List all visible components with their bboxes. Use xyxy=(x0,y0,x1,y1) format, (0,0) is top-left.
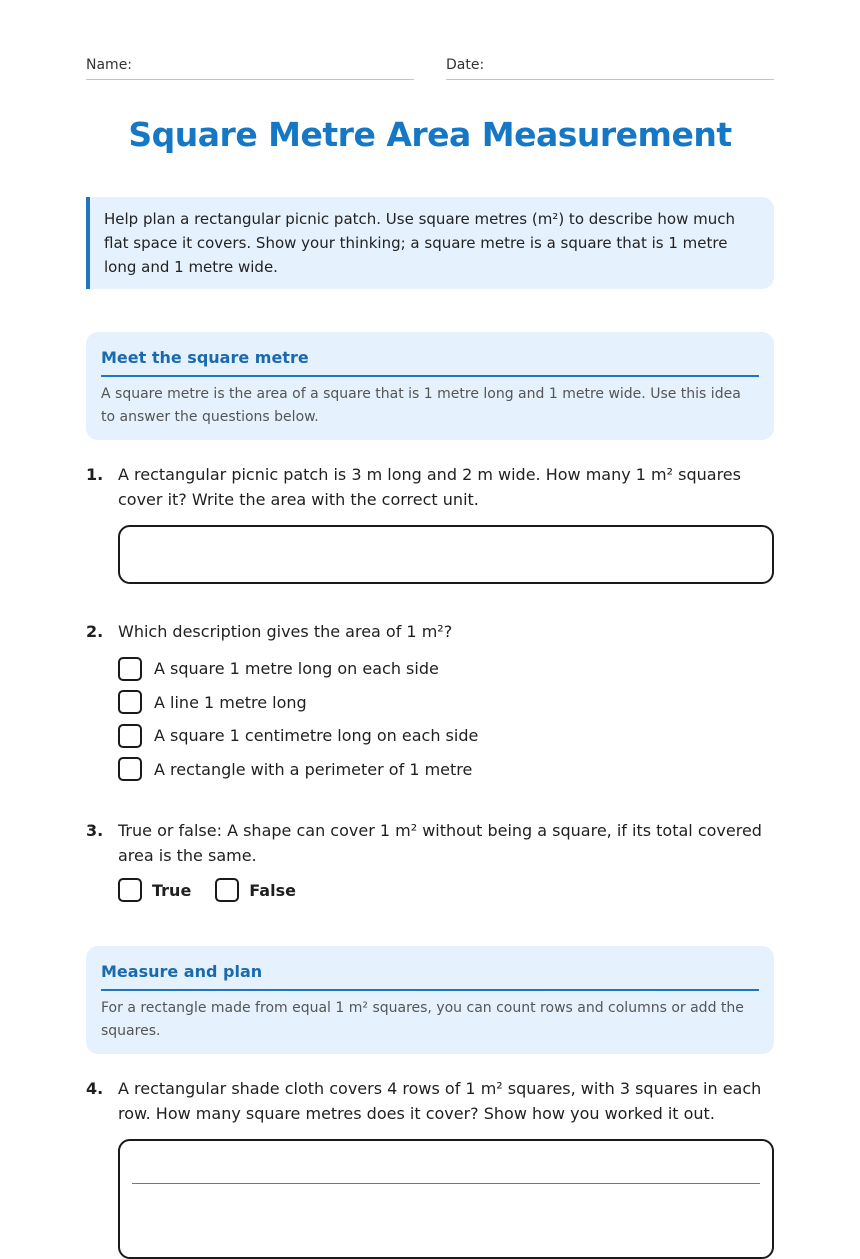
name-date-row xyxy=(86,54,774,80)
working-answer-box[interactable] xyxy=(118,1139,774,1259)
section-title: Measure and plan xyxy=(101,960,759,991)
intro-text: Help plan a rectangular picnic patch. Use square metres (m²) to describe how much flat space it covers. Show your thinking; a square metre is a square that is 1 metre long and 1 metre wide. xyxy=(104,210,736,276)
question-number: 1. xyxy=(86,465,104,484)
true-label: True xyxy=(152,880,192,900)
option-checkbox[interactable] xyxy=(118,724,142,748)
question-text: Which description gives the area of 1 m²? xyxy=(118,622,453,641)
option-checkbox[interactable] xyxy=(118,657,142,681)
true-checkbox[interactable] xyxy=(118,878,142,902)
question-2 xyxy=(86,619,774,789)
name-field[interactable] xyxy=(86,54,414,80)
date-label: Date: xyxy=(446,57,485,73)
option-item xyxy=(118,756,774,783)
false-label: False xyxy=(249,880,296,900)
answer-box[interactable] xyxy=(118,525,774,584)
true-false-options xyxy=(118,878,774,902)
question-number: 4. xyxy=(86,1079,104,1098)
question-4 xyxy=(86,1076,774,1259)
writing-line xyxy=(132,1183,760,1184)
question-number: 3. xyxy=(86,821,104,840)
date-field[interactable] xyxy=(446,54,774,80)
false-option xyxy=(215,878,296,902)
question-text: True or false: A shape can cover 1 m² without being a square, if its total covered area is the same. xyxy=(118,821,762,865)
false-checkbox[interactable] xyxy=(215,878,239,902)
section-text: A square metre is the area of a square that is 1 metre long and 1 metre wide. Use this idea to answer the questions below. xyxy=(101,386,741,425)
section-title: Meet the square metre xyxy=(101,346,759,377)
option-item xyxy=(118,722,774,749)
option-label: A line 1 metre long xyxy=(154,692,307,712)
intro-callout xyxy=(86,197,774,289)
section-measure-and-plan xyxy=(86,946,774,1054)
option-item xyxy=(118,689,774,716)
section-text: For a rectangle made from equal 1 m² squares, you can count rows and columns or add the squares. xyxy=(101,1000,744,1039)
option-checkbox[interactable] xyxy=(118,690,142,714)
question-text: A rectangular shade cloth covers 4 rows of 1 m² squares, with 3 squares in each row. How many square metres does it cover? Show how you worked it out. xyxy=(118,1079,762,1123)
page-title: Square Metre Area Measurement xyxy=(128,115,732,154)
option-label: A square 1 metre long on each side xyxy=(154,659,439,678)
true-option xyxy=(118,878,191,902)
option-item xyxy=(118,655,774,682)
option-label: A square 1 centimetre long on each side xyxy=(154,726,479,745)
option-checkbox[interactable] xyxy=(118,757,142,781)
name-label: Name: xyxy=(86,57,133,73)
option-list xyxy=(118,655,774,783)
question-number: 2. xyxy=(86,622,104,641)
question-3 xyxy=(86,818,774,902)
section-meet-square-metre xyxy=(86,332,774,440)
question-1 xyxy=(86,462,774,584)
option-label: A rectangle with a perimeter of 1 metre xyxy=(154,759,473,779)
question-text: A rectangular picnic patch is 3 m long and 2 m wide. How many 1 m² squares cover it? Write the area with the correct unit. xyxy=(118,465,741,509)
